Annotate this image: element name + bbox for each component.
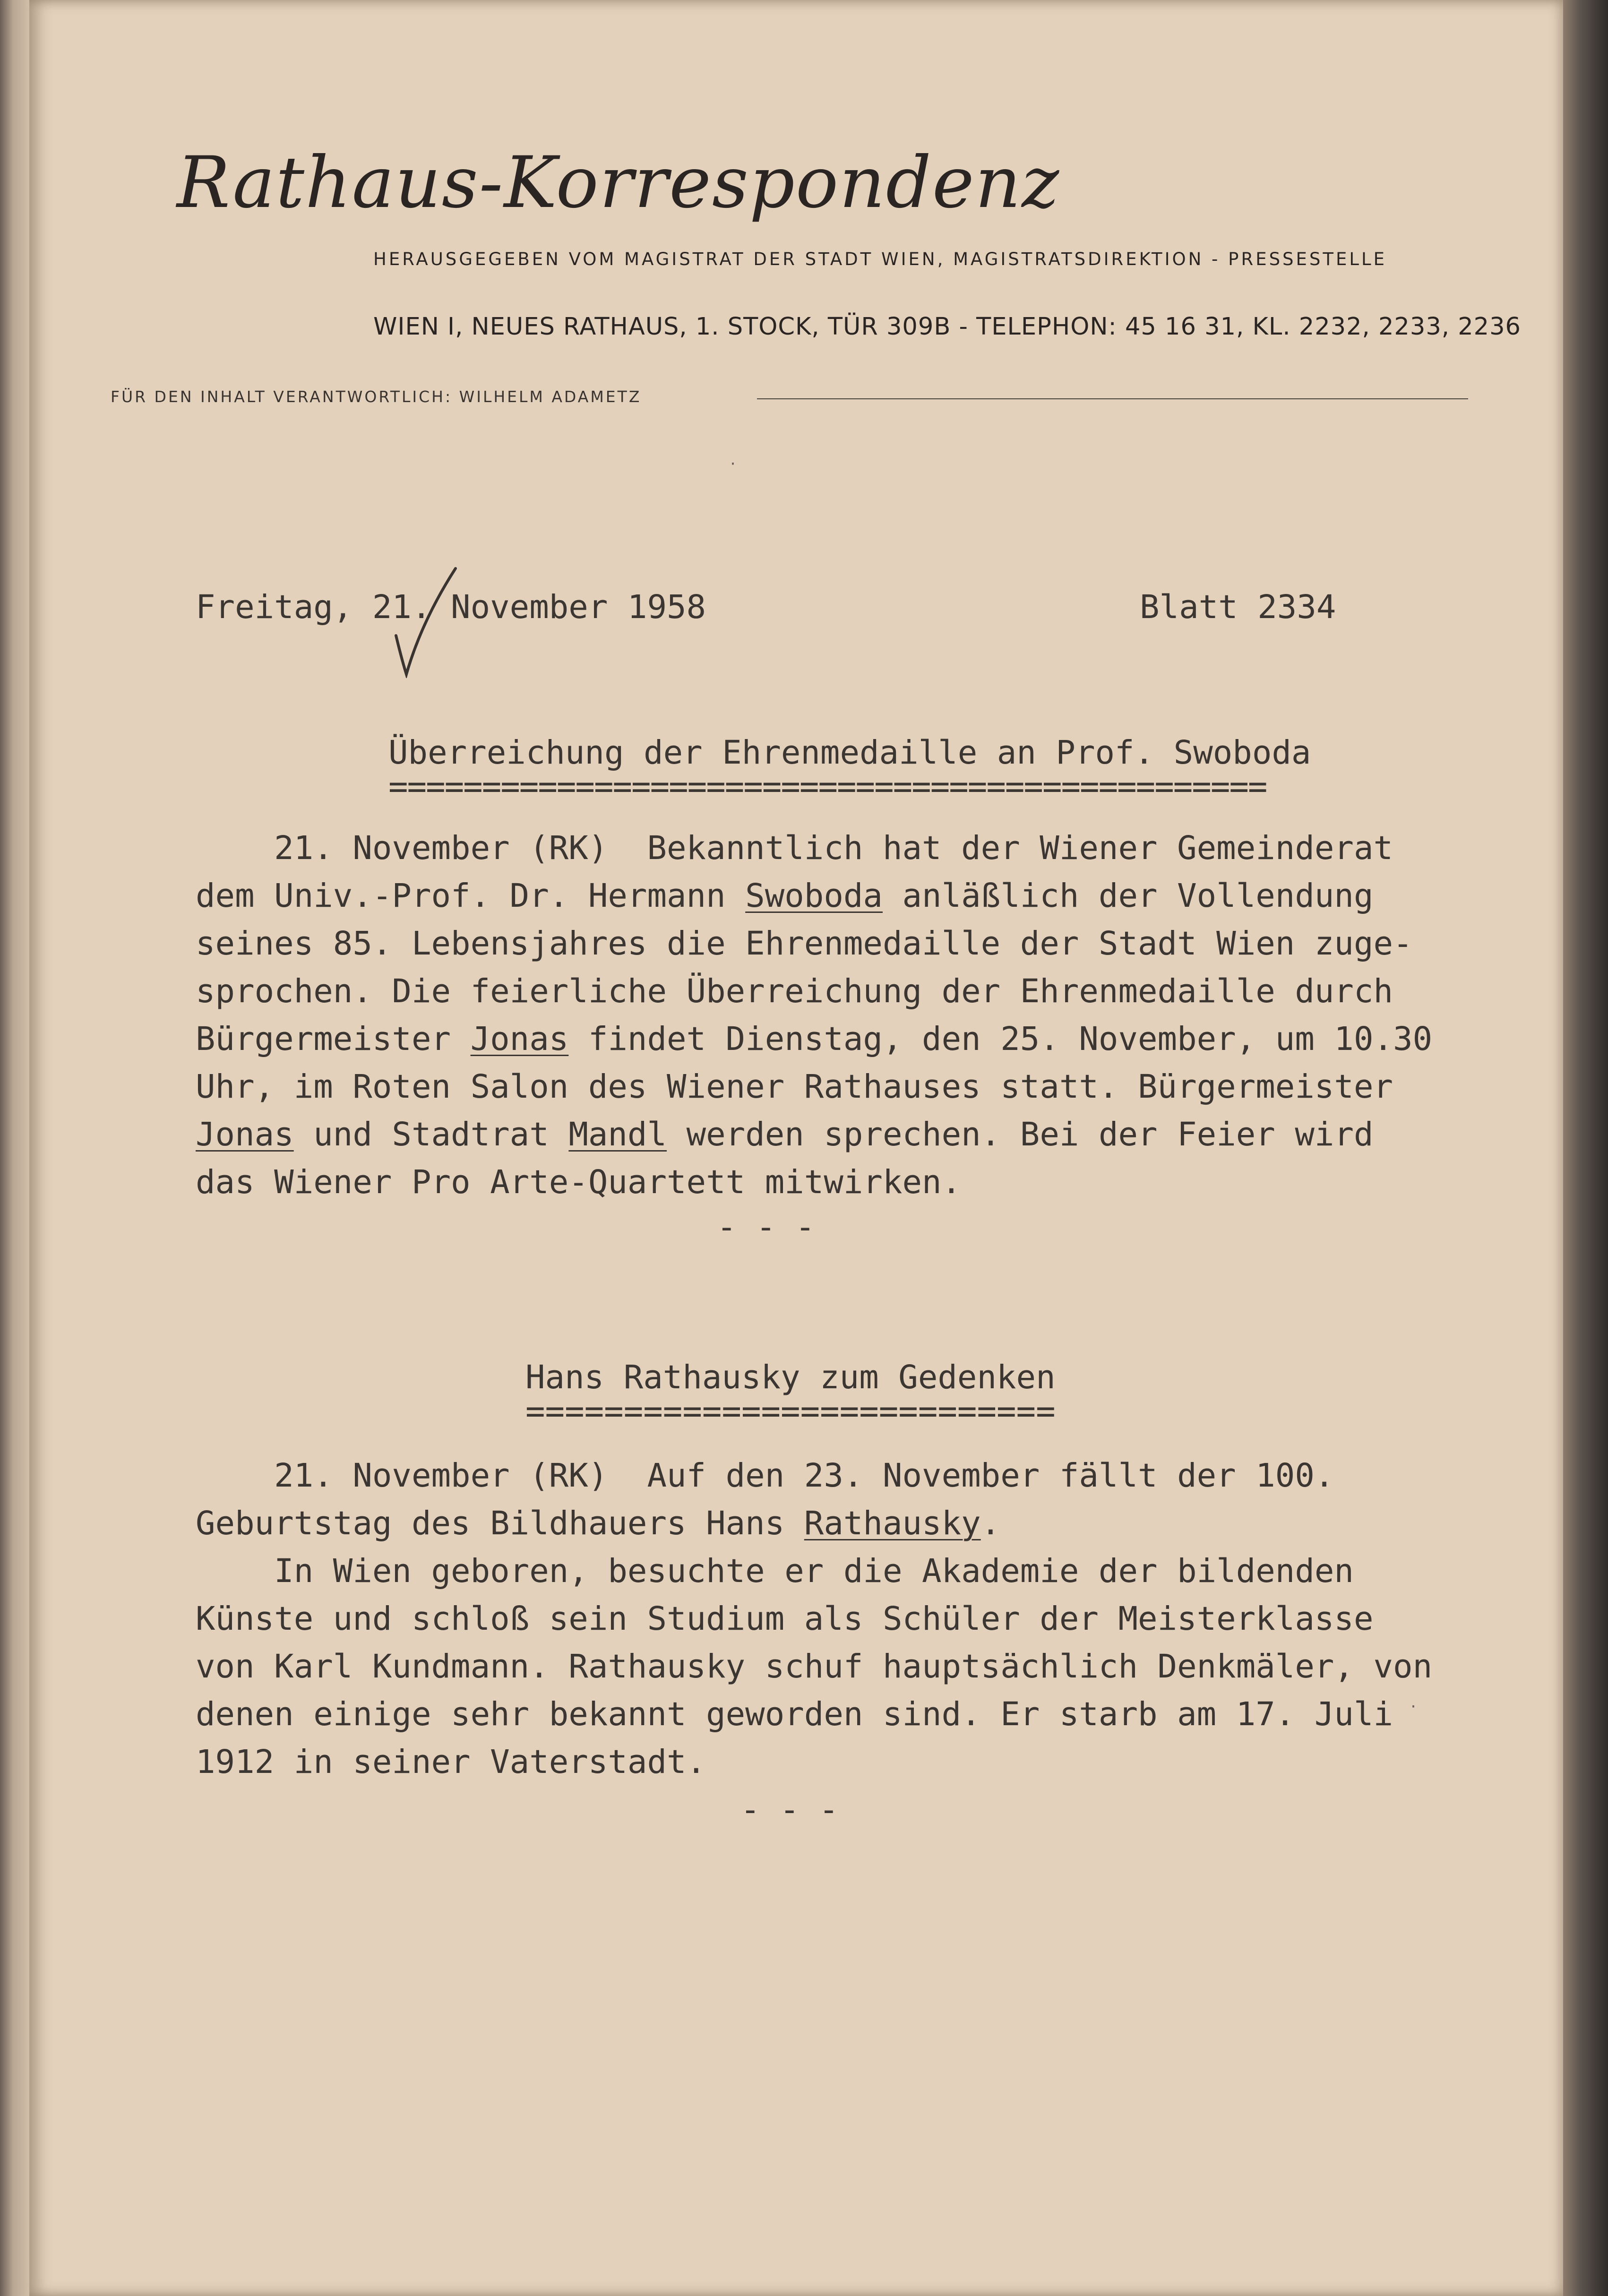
underlined-name: Jonas [196,1116,294,1153]
article2-title-rule: =========================== [525,1393,1056,1430]
checkmark-icon [393,565,459,678]
paper-speck: · [729,456,738,473]
masthead-publisher: HERAUSGEGEBEN VOM MAGISTRAT DER STADT WIEN, MAGISTRATSDIREKTION - PRESSESTELLE [373,249,1387,269]
underlined-name: Rathausky [804,1505,981,1542]
article2-line: 1912 in seiner Vaterstadt. [196,1743,706,1781]
article2-body [196,1452,1432,1786]
article2-line: denen einige sehr bekannt geworden sind. Er starb am 17. Juli [196,1695,1393,1733]
binding-edge [1563,0,1608,2296]
masthead-responsible: FÜR DEN INHALT VERANTWORTLICH: WILHELM ADAMETZ [111,387,642,406]
dateline-date: Freitag, 21. November 1958 [196,588,706,626]
article2-line: In Wien geboren, besuchte er die Akademie der bildenden [196,1552,1354,1590]
underlined-name: Swoboda [745,877,883,915]
article1-line: sprochen. Die feierliche Überreichung der Ehrenmedaille durch [196,972,1393,1010]
article1-line: Jonas und Stadtrat Mandl werden sprechen. Bei der Feier wird [196,1116,1374,1153]
article2-line: Geburtstag des Bildhauers Hans Rathausky. [196,1505,1001,1542]
article2-line: Künste und schloß sein Studium als Schüler der Meisterklasse [196,1600,1374,1638]
left-page-edge [0,0,29,2296]
article1-separator: - - - [717,1208,815,1246]
sheet-number: Blatt 2334 [1140,588,1336,626]
article2-line: von Karl Kundmann. Rathausky schuf hauptsächlich Denkmäler, von [196,1648,1433,1685]
article1-line: 21. November (RK) Bekanntlich hat der Wiener Gemeinderat [196,829,1393,867]
article1-line: dem Univ.-Prof. Dr. Hermann Swoboda anläßlich der Vollendung [196,877,1374,915]
masthead-address: WIEN I, NEUES RATHAUS, 1. STOCK, TÜR 309B - TELEPHON: 45 16 31, KL. 2232, 2233, 2236 [373,313,1521,341]
document-page [29,0,1563,2296]
article1-line: Bürgermeister Jonas findet Dienstag, den 25. November, um 10.30 [196,1020,1433,1058]
underlined-name: Jonas [470,1020,569,1058]
article2-title: Hans Rathausky zum Gedenken [525,1359,1056,1396]
article1-line: Uhr, im Roten Salon des Wiener Rathauses statt. Bürgermeister [196,1068,1393,1106]
article1-line: das Wiener Pro Arte-Quartett mitwirken. [196,1163,962,1201]
article1-title-rule: =============================================== [388,768,1267,806]
article1-line: seines 85. Lebensjahres die Ehrenmedaille der Stadt Wien zuge- [196,925,1413,963]
article2-separator: - - - [740,1791,839,1829]
underlined-name: Mandl [568,1116,667,1153]
masthead-title: Rathaus-Korrespondenz [177,142,1060,224]
article1-body [196,825,1432,1206]
article1-title: Überreichung der Ehrenmedaille an Prof. Swoboda [388,734,1311,772]
paper-speck: · [1409,1699,1418,1715]
article2-line: 21. November (RK) Auf den 23. November fällt der 100. [196,1457,1334,1495]
masthead-divider [757,398,1468,399]
